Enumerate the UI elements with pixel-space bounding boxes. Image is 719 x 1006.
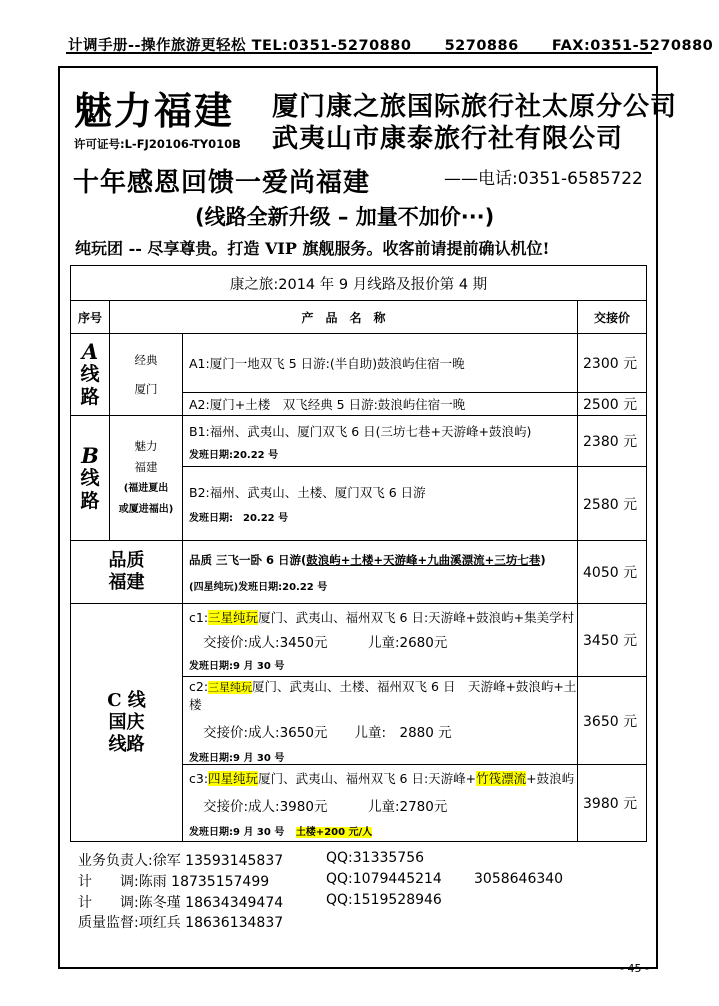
c3-tier-highlight: 四星纯玩 [208, 770, 259, 786]
tagline: 纯玩团 -- 尽享尊贵。打造 VIP 旗舰服务。收客前请提前确认机位! [75, 239, 550, 258]
subtitle: (线路全新升级 – 加量不加价···) [195, 205, 495, 229]
col-header-no: 序号 [71, 301, 110, 334]
product-a2: A2:厦门+土楼 双飞经典 5 日游:鼓浪屿住宿一晚 [183, 393, 578, 416]
product-a1: A1:厦门一地双飞 5 日游:(半自助)鼓浪屿住宿一晚 [183, 334, 578, 393]
c3-extra-highlight: 土楼+200 元/人 [295, 826, 373, 838]
line-b-label: B 线 路 [71, 416, 110, 541]
page-number: - 45 - [620, 962, 649, 975]
contact-row-1: 业务负责人:徐军 13593145837 QQ:31335756 [78, 850, 425, 869]
line-a-category: 经典 厦门 [110, 334, 183, 416]
line-c-label: C 线 国庆 线路 [71, 604, 183, 842]
table-title: 康之旅:2014 年 9 月线路及报价第 4 期 [71, 266, 647, 301]
price-c2: 3650 元 [578, 677, 647, 765]
price-a1: 2300 元 [578, 334, 647, 393]
product-c1: c1:三星纯玩厦门、武夷山、福州双飞 6 日:天游峰+鼓浪屿+集美学村 交接价:成人:3450元 儿童:2680元 发班日期:9 月 30 号 [183, 604, 578, 677]
price-a2: 2500 元 [578, 393, 647, 416]
line-a-label: A 线 路 [71, 334, 110, 416]
c2-tier-highlight: 三星纯玩 [208, 681, 253, 694]
product-b1: B1:福州、武夷山、厦门双飞 6 日(三坊七巷+天游峰+鼓浪屿) 发班日期:20.22 号 [183, 416, 578, 467]
header-tel: TEL:0351-5270880 [251, 38, 412, 54]
col-header-product: 产 品 名 称 [110, 301, 578, 334]
price-table [70, 265, 647, 842]
product-quality: 品质 三飞一卧 6 日游(鼓浪屿+土楼+天游峰+九曲溪漂流+三坊七巷) (四星纯玩)发班日期:20.22 号 [183, 541, 578, 604]
contact-phone: ——电话:0351-6585722 [444, 169, 643, 189]
price-c1: 3450 元 [578, 604, 647, 677]
contact-row-4: 质量监督:项红兵 18636134837 [78, 915, 284, 931]
header-fax: FAX:0351-5270880 [551, 38, 714, 54]
product-b2: B2:福州、武夷山、土楼、厦门双飞 6 日游 发班日期: 20.22 号 [183, 467, 578, 541]
col-header-price: 交接价 [578, 301, 647, 334]
line-quality-label: 品质 福建 [71, 541, 183, 604]
header-title: 计调手册--操作旅游更轻松 [68, 38, 247, 54]
c3-rafting-highlight: 竹筏漂流 [476, 770, 527, 786]
quality-highlight-text: 鼓浪屿+土楼+天游峰+九曲溪漂流+三坊七巷 [306, 552, 541, 567]
c1-tier-highlight: 三星纯玩 [208, 610, 259, 625]
contact-row-2: 计 调:陈雨 18735157499 QQ:1079445214 3058646340 [78, 871, 564, 890]
price-b1: 2380 元 [578, 416, 647, 467]
license-number: 许可证号:L-FJ20106-TY010B [74, 137, 241, 151]
price-quality: 4050 元 [578, 541, 647, 604]
product-c3: c3:四星纯玩厦门、武夷山、福州双飞 6 日:天游峰+竹筏漂流+鼓浪屿 交接价:成人:3980元 儿童:2780元 发班日期:9 月 30 号 土楼+200 元/人 [183, 765, 578, 842]
price-c3: 3980 元 [578, 765, 647, 842]
contact-row-3: 计 调:陈冬瑾 18634349474 QQ:1519528946 [78, 892, 442, 911]
header-tel2: 5270886 [444, 38, 519, 54]
company-name-1: 厦门康之旅国际旅行社太原分公司 [272, 92, 678, 122]
slogan: 十年感恩回馈一爱尚福建 [73, 168, 371, 198]
line-b-category: 魅力 福建 (福进夏出 或厦进福出) [110, 416, 183, 541]
header-rule [66, 52, 652, 54]
product-c2: c2:三星纯玩厦门、武夷山、土楼、福州双飞 6 日 天游峰+鼓浪屿+土楼 交接价:成人:3650元 儿童: 2880 元 发班日期:9 月 30 号 [183, 677, 578, 765]
company-name-2: 武夷山市康泰旅行社有限公司 [272, 124, 624, 154]
brand-title: 魅力福建 [74, 88, 235, 133]
price-b2: 2580 元 [578, 467, 647, 541]
